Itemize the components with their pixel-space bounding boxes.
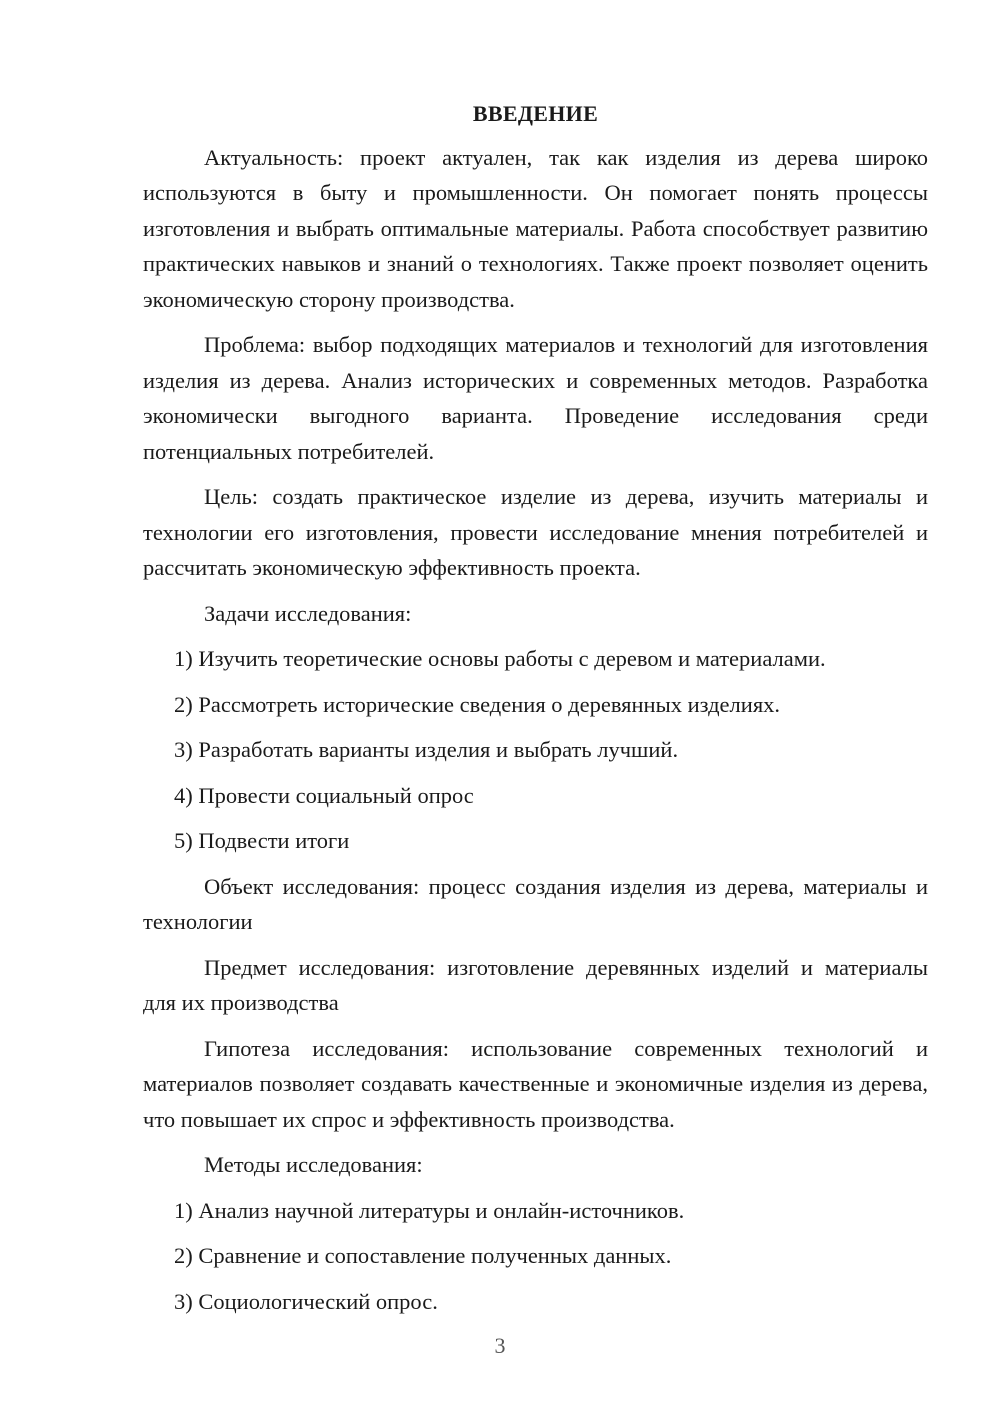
page-number: 3 bbox=[494, 1333, 506, 1358]
tasks-heading: Задачи исследования: bbox=[204, 600, 412, 626]
tasks-list bbox=[143, 641, 928, 859]
methods-list bbox=[143, 1193, 928, 1320]
subject-paragraph: Предмет исследования: изготовление деревянных изделий и материалы для их производства bbox=[143, 954, 928, 1015]
list-item: 2) Сравнение и сопоставление полученных данных. bbox=[174, 1243, 672, 1268]
list-item: 5) Подвести итоги bbox=[174, 828, 350, 853]
list-item: 1) Изучить теоретические основы работы с деревом и материалами. bbox=[174, 646, 826, 671]
object-paragraph: Объект исследования: процесс создания изделия из дерева, материалы и технологии bbox=[143, 873, 928, 934]
methods-heading: Методы исследования: bbox=[204, 1152, 423, 1177]
list-item: 3) Разработать варианты изделия и выбрать лучший. bbox=[174, 737, 679, 762]
relevance-paragraph: Актуальность: проект актуален, так как изделия из дерева широко используются в быту и промышленности. Он помогает понять процессы изготовления и выбрать оптимальные материалы. Работа способствует развитию практических навыков и знаний о технологиях. Также проект позволяет оценить экономическую сторону производства. bbox=[143, 144, 928, 312]
problem-paragraph: Проблема: выбор подходящих материалов и технологий для изготовления изделия из дерева. Анализ исторических и современных методов. Разработка экономически выгодного варианта. Проведение исследования среди потенциальных потребителей. bbox=[143, 332, 928, 464]
list-item: 4) Провести социальный опрос bbox=[174, 782, 474, 808]
list-item: 1) Анализ научной литературы и онлайн-источников. bbox=[174, 1197, 685, 1223]
list-item: 2) Рассмотреть исторические сведения о деревянных изделиях. bbox=[174, 691, 781, 717]
list-item: 3) Социологический опрос. bbox=[174, 1288, 438, 1314]
document-page bbox=[143, 96, 928, 1329]
hypothesis-paragraph: Гипотеза исследования: использование современных технологий и материалов позволяет создавать качественные и экономичные изделия из дерева, что повышает их спрос и эффективность производства. bbox=[143, 1035, 928, 1132]
document-title: ВВЕДЕНИЕ bbox=[472, 101, 599, 126]
goal-paragraph: Цель: создать практическое изделие из дерева, изучить материалы и технологии его изготовления, провести исследование мнения потребителей и рассчитать экономическую эффективность проекта. bbox=[143, 484, 928, 580]
